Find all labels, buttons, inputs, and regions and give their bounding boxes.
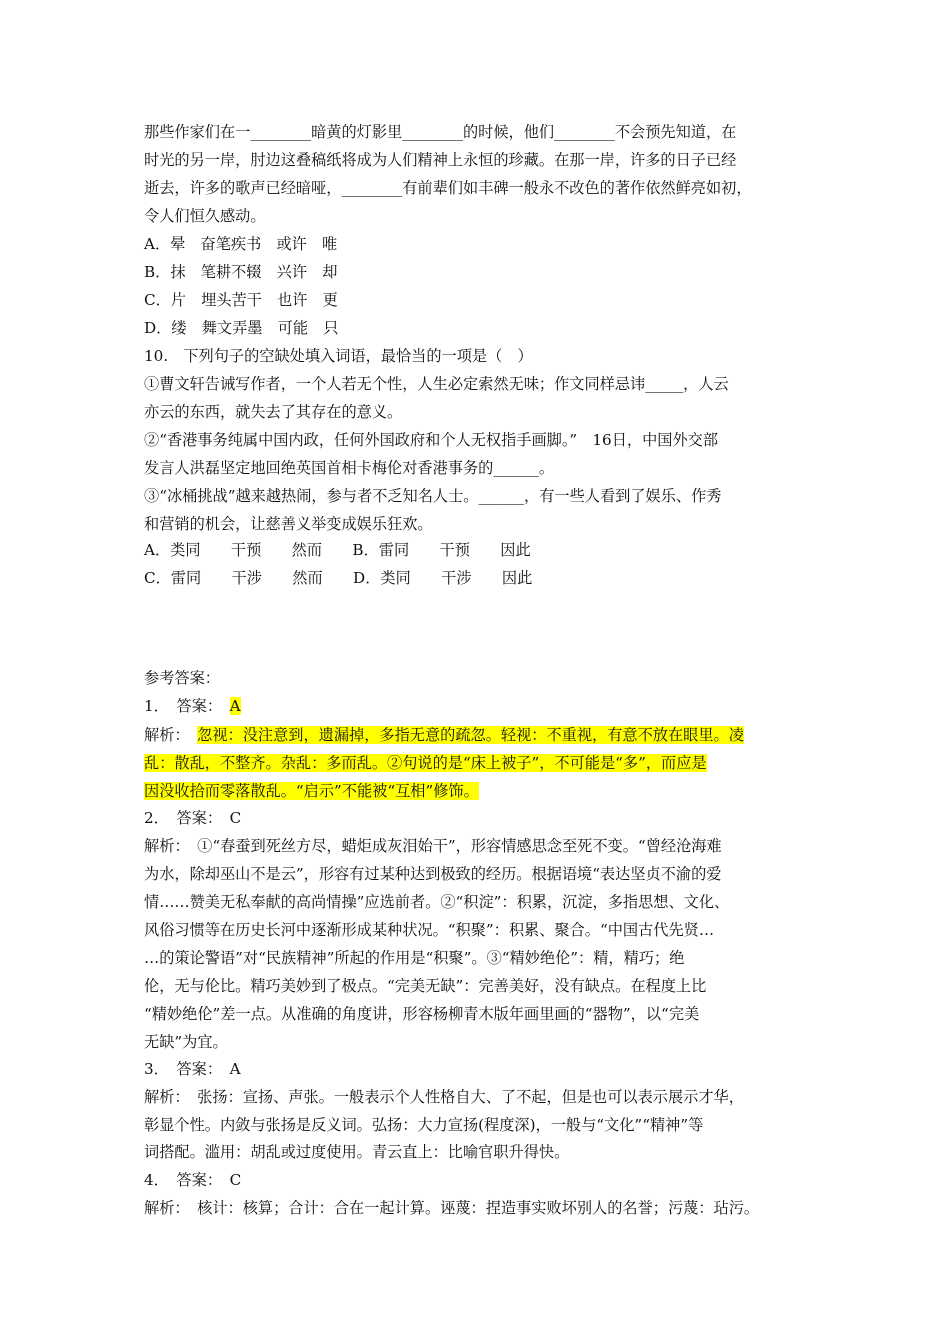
highlighted-text: 因没收拾而零落散乱。“启示”不能被“互相”修饰。: [144, 782, 479, 800]
answer-4-analysis-line: 解析： 核计：核算；合计：合在一起计算。诬蔑：捏造事实败坏别人的名誉；污蔑：玷污。: [144, 1199, 760, 1217]
answer-1-label: [144, 696, 241, 716]
analysis-prefix: 解析：: [144, 726, 198, 744]
q9-paragraph-line: 那些作家们在一________暗黄的灯影里________的时候，他们________不会预先知道，在: [144, 123, 737, 141]
answer-1-analysis-line: [144, 725, 744, 745]
q10-sentence-line: 和营销的机会，让慈善义举变成娱乐狂欢。: [144, 515, 433, 533]
answer-2-analysis-line: 解析： ①“春蚕到死丝方尽，蜡炬成灰泪始干”，形容情感思念至死不变。“曾经沧海难: [144, 837, 722, 855]
q9-paragraph-line: 令人们恒久感动。: [144, 207, 266, 225]
answer-3-label: 3． 答案： A: [144, 1060, 241, 1078]
answer-1-analysis-line: [144, 781, 479, 801]
q10-options-ab: A．类同 干预 然而 B．雷同 干预 因此: [144, 541, 531, 559]
answers-heading: 参考答案：: [144, 669, 220, 687]
answer-2-label: 2． 答案： C: [144, 809, 242, 827]
answer-3-analysis-line: 彰显个性。内敛与张扬是反义词。弘扬：大力宣扬(程度深)，一般与“文化”“精神”等: [144, 1116, 704, 1134]
q10-sentence-line: ②“香港事务纯属中国内政，任何外国政府和个人无权指手画脚。” 16日，中国外交部: [144, 431, 719, 449]
answer-1-analysis-line: [144, 753, 707, 773]
q9-paragraph-line: 逝去，许多的歌声已经暗哑，________有前辈们如丰碑一般永不改色的著作依然鲜亮如初，: [144, 179, 752, 197]
answer-4-label: 4． 答案： C: [144, 1171, 242, 1189]
answer-3-analysis-line: 解析： 张扬：宣扬、声张。一般表示个人性格自大、了不起，但是也可以表示展示才华，: [144, 1088, 744, 1106]
answer-2-analysis-line: “精妙绝伦”差一点。从准确的角度讲，形容杨柳青木版年画里画的“器物”，以“完美: [144, 1005, 700, 1023]
q9-option-d: D．缕 舞文弄墨 可能 只: [144, 319, 339, 337]
q10-sentence-line: 亦云的东西，就失去了其存在的意义。: [144, 403, 403, 421]
highlighted-text: 乱：散乱，不整齐。杂乱：多而乱。②句说的是“床上被子”，不可能是“多”，而应是: [144, 754, 707, 772]
q10-sentence-line: ③“冰桶挑战”越来越热闹，参与者不乏知名人士。______，有一些人看到了娱乐、作秀: [144, 487, 722, 505]
highlighted-text: 忽视：没注意到，遗漏掉，多指无意的疏忽。轻视：不重视，有意不放在眼里。凌: [197, 726, 744, 744]
q10-sentence-line: ①曹文轩告诫写作者，一个人若无个性，人生必定索然无味；作文同样忌讳_____，人云: [144, 375, 729, 393]
answer-2-analysis-line: 无缺”为宜。: [144, 1033, 228, 1051]
answer-2-analysis-line: …的策论警语”对“民族精神”所起的作用是“积聚”。③“精妙绝伦”：精，精巧；绝: [144, 949, 685, 967]
q10-options-cd: C．雷同 干涉 然而 D．类同 干涉 因此: [144, 569, 533, 587]
q9-option-c: C．片 埋头苦干 也许 更: [144, 291, 338, 309]
answer-2-analysis-line: 风俗习惯等在历史长河中逐渐形成某种状况。“积聚”：积累、聚合。“中国古代先贤…: [144, 921, 715, 939]
answer-1-prefix: 1． 答案：: [144, 697, 230, 715]
answer-2-analysis-line: 伦，无与伦比。精巧美妙到了极点。“完美无缺”：完善美好，没有缺点。在程度上比: [144, 977, 707, 995]
q9-option-b: B．抹 笔耕不辍 兴许 却: [144, 263, 338, 281]
q9-option-a: A．晕 奋笔疾书 或许 唯: [144, 235, 338, 253]
answer-1-value: A: [229, 697, 241, 715]
q9-paragraph-line: 时光的另一岸，肘边这叠稿纸将成为人们精神上永恒的珍藏。在那一岸，许多的日子已经: [144, 151, 737, 169]
answer-3-analysis-line: 词搭配。滥用：胡乱或过度使用。青云直上：比喻官职升得快。: [144, 1143, 570, 1161]
answer-2-analysis-line: 情……赞美无私奉献的高尚情操”应选前者。②“积淀”：积累，沉淀，多指思想、文化、: [144, 893, 730, 911]
answer-2-analysis-line: 为水，除却巫山不是云”，形容有过某种达到极致的经历。根据语境“表达坚贞不渝的爱: [144, 865, 722, 883]
q10-sentence-line: 发言人洪磊坚定地回绝英国首相卡梅伦对香港事务的______。: [144, 459, 555, 477]
q10-stem: 10. 下列句子的空缺处填入词语，最恰当的一项是（ ）: [144, 347, 533, 365]
